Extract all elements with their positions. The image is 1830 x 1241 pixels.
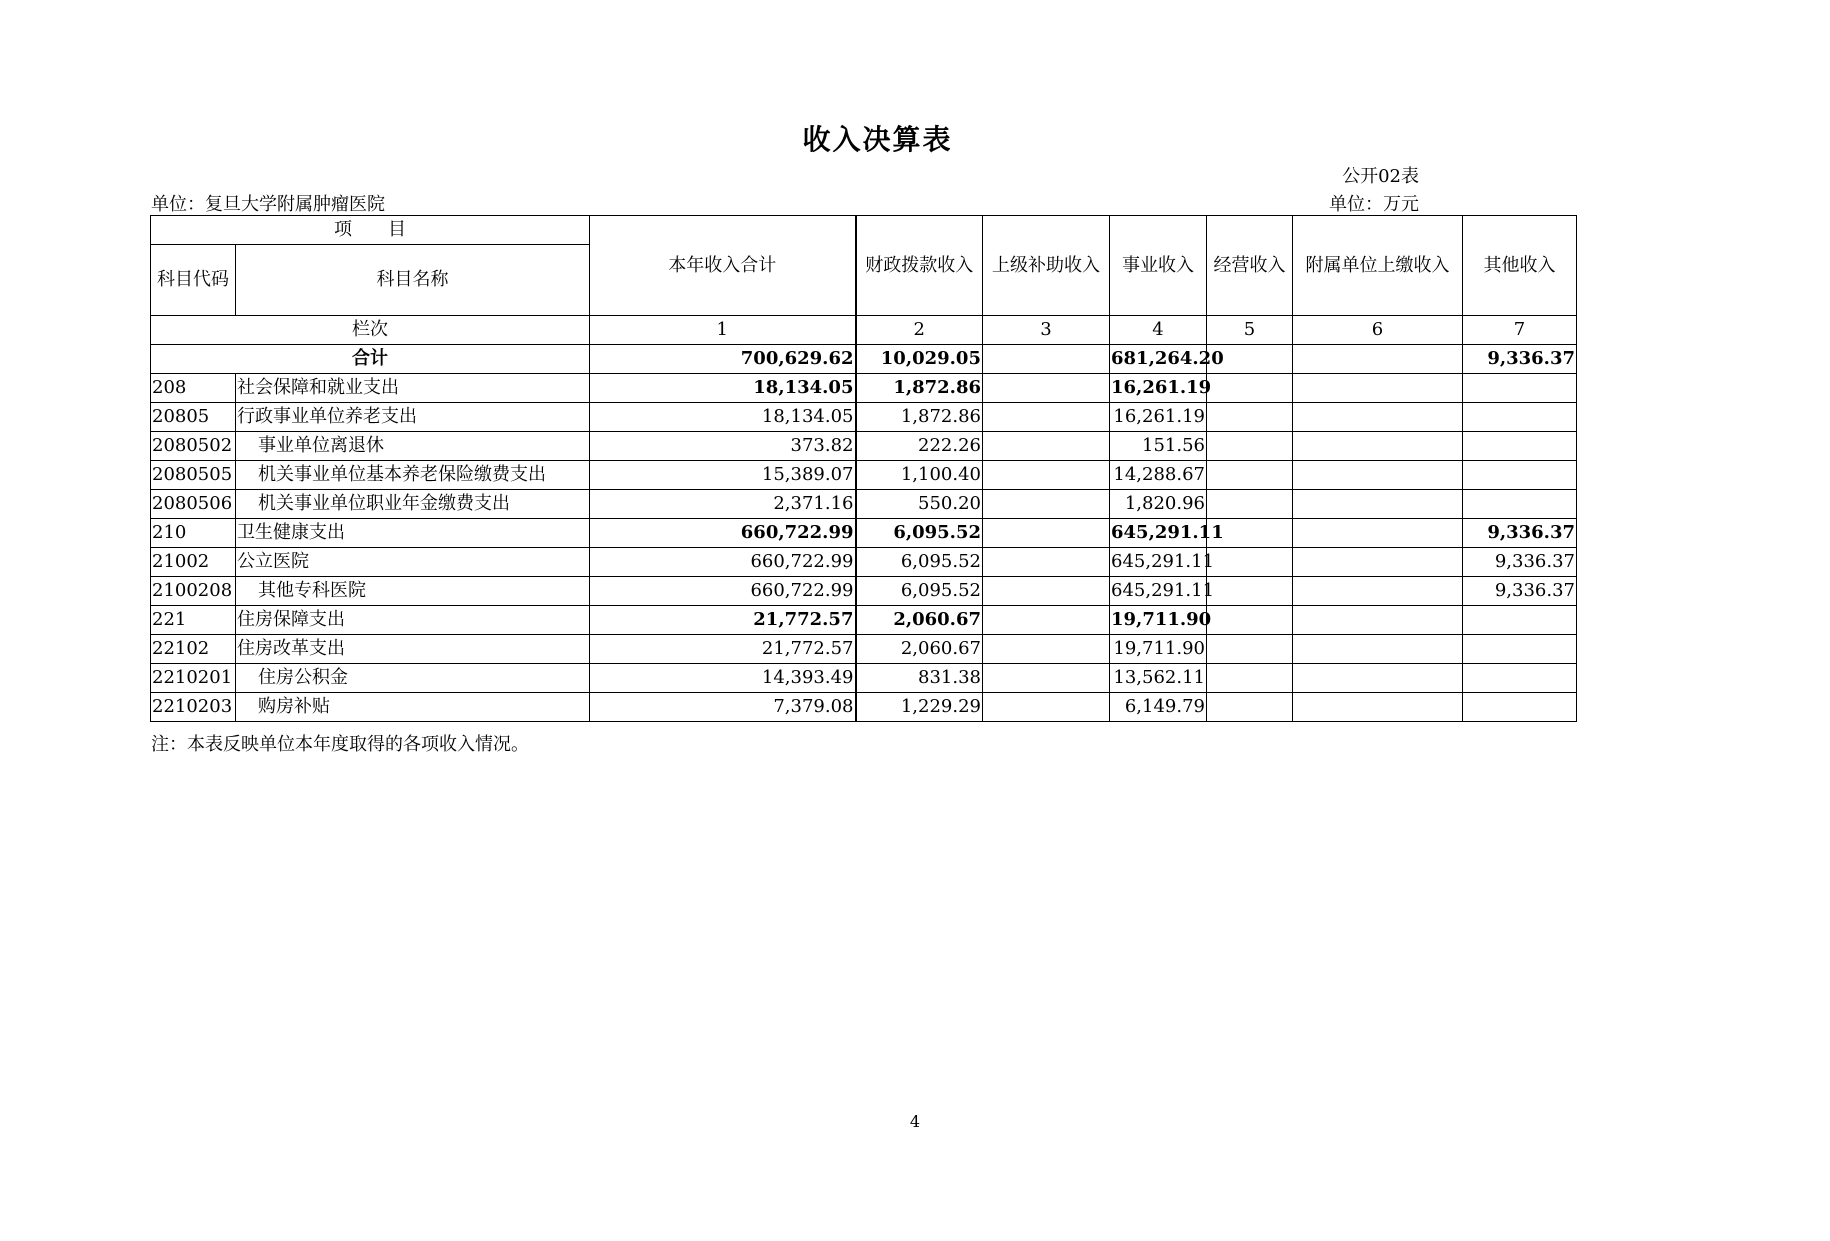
income-table xyxy=(150,215,1577,722)
row-code: 2080506 xyxy=(151,490,236,519)
row-value-2: 6,095.52 xyxy=(856,519,983,548)
row-value-1: 18,134.05 xyxy=(590,374,856,403)
row-value-1: 21,772.57 xyxy=(590,606,856,635)
row-value-7 xyxy=(1463,693,1577,722)
row-code: 2100208 xyxy=(151,577,236,606)
row-value-5 xyxy=(1207,577,1293,606)
row-value-7 xyxy=(1463,374,1577,403)
row-code: 221 xyxy=(151,606,236,635)
unit-label: 单位：万元 xyxy=(1329,194,1419,215)
row-code: 22102 xyxy=(151,635,236,664)
row-value-4: 14,288.67 xyxy=(1110,461,1207,490)
row-value-2: 550.20 xyxy=(856,490,983,519)
col-index-4: 4 xyxy=(1110,316,1207,345)
row-value-5 xyxy=(1207,490,1293,519)
table-row xyxy=(151,403,1577,432)
row-value-3 xyxy=(983,519,1110,548)
table-row xyxy=(151,519,1577,548)
total-value-7: 9,336.37 xyxy=(1463,345,1577,374)
row-value-3 xyxy=(983,577,1110,606)
row-value-5 xyxy=(1207,664,1293,693)
row-value-2: 1,872.86 xyxy=(856,374,983,403)
row-value-6 xyxy=(1293,432,1463,461)
col-index-label: 栏次 xyxy=(151,316,590,345)
col-index-1: 1 xyxy=(590,316,856,345)
row-value-6 xyxy=(1293,635,1463,664)
table-note: 注：本表反映单位本年度取得的各项收入情况。 xyxy=(151,734,529,755)
row-value-7 xyxy=(1463,461,1577,490)
row-name: 住房公积金 xyxy=(236,664,590,693)
table-row xyxy=(151,693,1577,722)
row-value-3 xyxy=(983,461,1110,490)
row-value-3 xyxy=(983,432,1110,461)
row-name: 事业单位离退休 xyxy=(236,432,590,461)
row-code: 210 xyxy=(151,519,236,548)
page-number: 4 xyxy=(909,1112,921,1131)
row-value-7 xyxy=(1463,635,1577,664)
header-item: 项 目 xyxy=(151,216,590,245)
header-business: 事业收入 xyxy=(1110,216,1207,316)
row-value-1: 7,379.08 xyxy=(590,693,856,722)
row-value-2: 2,060.67 xyxy=(856,606,983,635)
row-value-3 xyxy=(983,403,1110,432)
row-value-6 xyxy=(1293,490,1463,519)
row-value-7 xyxy=(1463,490,1577,519)
row-value-1: 373.82 xyxy=(590,432,856,461)
header-total: 本年收入合计 xyxy=(590,216,856,316)
row-value-5 xyxy=(1207,635,1293,664)
total-value-2: 10,029.05 xyxy=(856,345,983,374)
col-index-3: 3 xyxy=(983,316,1110,345)
row-value-7: 9,336.37 xyxy=(1463,577,1577,606)
row-code: 20805 xyxy=(151,403,236,432)
row-value-4: 1,820.96 xyxy=(1110,490,1207,519)
row-value-4: 16,261.19 xyxy=(1110,374,1207,403)
row-name: 住房改革支出 xyxy=(236,635,590,664)
total-value-1: 700,629.62 xyxy=(590,345,856,374)
row-value-6 xyxy=(1293,519,1463,548)
total-label: 合计 xyxy=(151,345,590,374)
row-value-2: 6,095.52 xyxy=(856,577,983,606)
total-row xyxy=(151,345,1577,374)
table-row xyxy=(151,664,1577,693)
row-code: 2210203 xyxy=(151,693,236,722)
header-name: 科目名称 xyxy=(236,245,590,316)
header-other: 其他收入 xyxy=(1463,216,1577,316)
row-value-5 xyxy=(1207,461,1293,490)
row-value-1: 660,722.99 xyxy=(590,577,856,606)
row-name: 购房补贴 xyxy=(236,693,590,722)
row-code: 2080502 xyxy=(151,432,236,461)
total-value-6 xyxy=(1293,345,1463,374)
page-title: 收入决算表 xyxy=(802,123,953,156)
table-row xyxy=(151,577,1577,606)
row-name: 住房保障支出 xyxy=(236,606,590,635)
row-value-7 xyxy=(1463,606,1577,635)
row-value-6 xyxy=(1293,693,1463,722)
row-value-1: 21,772.57 xyxy=(590,635,856,664)
row-name: 机关事业单位基本养老保险缴费支出 xyxy=(236,461,590,490)
table-row xyxy=(151,461,1577,490)
header-code: 科目代码 xyxy=(151,245,236,316)
col-index-6: 6 xyxy=(1293,316,1463,345)
total-value-4: 681,264.20 xyxy=(1110,345,1207,374)
row-value-7: 9,336.37 xyxy=(1463,548,1577,577)
header-operating: 经营收入 xyxy=(1207,216,1293,316)
row-value-5 xyxy=(1207,432,1293,461)
row-value-4: 19,711.90 xyxy=(1110,635,1207,664)
header-row-top xyxy=(151,216,1577,245)
row-value-2: 1,872.86 xyxy=(856,403,983,432)
row-name: 卫生健康支出 xyxy=(236,519,590,548)
row-value-1: 14,393.49 xyxy=(590,664,856,693)
row-value-2: 2,060.67 xyxy=(856,635,983,664)
row-value-6 xyxy=(1293,403,1463,432)
table-row xyxy=(151,606,1577,635)
col-index-2: 2 xyxy=(856,316,983,345)
row-value-6 xyxy=(1293,664,1463,693)
row-value-3 xyxy=(983,693,1110,722)
table-row xyxy=(151,432,1577,461)
row-value-1: 18,134.05 xyxy=(590,403,856,432)
row-value-2: 831.38 xyxy=(856,664,983,693)
col-index-7: 7 xyxy=(1463,316,1577,345)
row-value-5 xyxy=(1207,693,1293,722)
row-value-4: 13,562.11 xyxy=(1110,664,1207,693)
row-value-4: 151.56 xyxy=(1110,432,1207,461)
row-value-3 xyxy=(983,548,1110,577)
row-value-3 xyxy=(983,490,1110,519)
row-value-3 xyxy=(983,374,1110,403)
row-name: 社会保障和就业支出 xyxy=(236,374,590,403)
col-index-5: 5 xyxy=(1207,316,1293,345)
row-value-5 xyxy=(1207,548,1293,577)
row-name: 其他专科医院 xyxy=(236,577,590,606)
row-value-1: 660,722.99 xyxy=(590,548,856,577)
table-row xyxy=(151,635,1577,664)
row-value-5 xyxy=(1207,606,1293,635)
row-name: 行政事业单位养老支出 xyxy=(236,403,590,432)
row-value-3 xyxy=(983,635,1110,664)
total-value-3 xyxy=(983,345,1110,374)
row-value-7 xyxy=(1463,664,1577,693)
row-value-4: 16,261.19 xyxy=(1110,403,1207,432)
row-code: 208 xyxy=(151,374,236,403)
row-value-3 xyxy=(983,606,1110,635)
row-name: 公立医院 xyxy=(236,548,590,577)
row-value-1: 15,389.07 xyxy=(590,461,856,490)
table-row xyxy=(151,490,1577,519)
row-value-6 xyxy=(1293,548,1463,577)
row-value-1: 660,722.99 xyxy=(590,519,856,548)
form-number: 公开02表 xyxy=(1342,166,1419,187)
row-value-2: 6,095.52 xyxy=(856,548,983,577)
table-row xyxy=(151,548,1577,577)
row-code: 2080505 xyxy=(151,461,236,490)
row-value-3 xyxy=(983,664,1110,693)
header-upper: 上级补助收入 xyxy=(983,216,1110,316)
row-code: 2210201 xyxy=(151,664,236,693)
row-value-1: 2,371.16 xyxy=(590,490,856,519)
row-value-6 xyxy=(1293,374,1463,403)
table-row xyxy=(151,374,1577,403)
row-code: 21002 xyxy=(151,548,236,577)
row-value-7 xyxy=(1463,432,1577,461)
row-value-2: 222.26 xyxy=(856,432,983,461)
row-value-2: 1,229.29 xyxy=(856,693,983,722)
row-value-7: 9,336.37 xyxy=(1463,519,1577,548)
row-name: 机关事业单位职业年金缴费支出 xyxy=(236,490,590,519)
row-value-4: 645,291.11 xyxy=(1110,548,1207,577)
row-value-4: 6,149.79 xyxy=(1110,693,1207,722)
col-index-row xyxy=(151,316,1577,345)
organization-label: 单位：复旦大学附属肿瘤医院 xyxy=(151,194,385,215)
row-value-6 xyxy=(1293,461,1463,490)
row-value-5 xyxy=(1207,374,1293,403)
row-value-7 xyxy=(1463,403,1577,432)
header-affiliate: 附属单位上缴收入 xyxy=(1293,216,1463,316)
row-value-4: 645,291.11 xyxy=(1110,519,1207,548)
row-value-4: 645,291.11 xyxy=(1110,577,1207,606)
row-value-6 xyxy=(1293,577,1463,606)
row-value-6 xyxy=(1293,606,1463,635)
header-fiscal: 财政拨款收入 xyxy=(856,216,983,316)
row-value-2: 1,100.40 xyxy=(856,461,983,490)
row-value-4: 19,711.90 xyxy=(1110,606,1207,635)
row-value-5 xyxy=(1207,403,1293,432)
